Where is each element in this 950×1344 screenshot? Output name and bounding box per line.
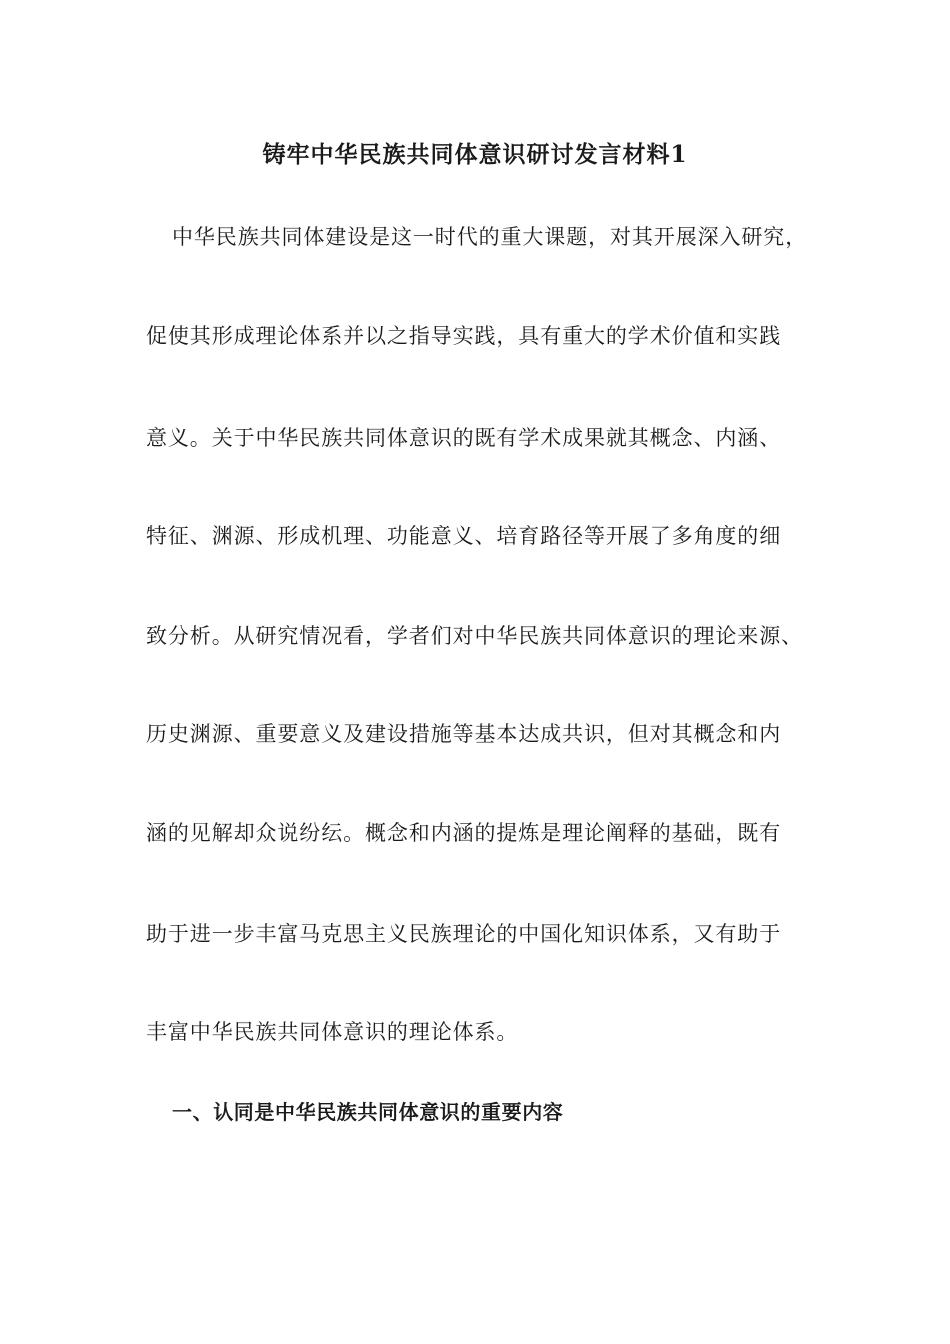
paragraph-line: 助于进一步丰富马克思主义民族理论的中国化知识体系，又有助于 (146, 922, 782, 946)
section-heading: 一、认同是中华民族共同体意识的重要内容 (172, 1100, 564, 1124)
paragraph-line: 中华民族共同体建设是这一时代的重大课题，对其开展深入研究， (172, 225, 808, 249)
paragraph-line: 丰富中华民族共同体意识的理论体系。 (146, 1020, 519, 1044)
paragraph-line: 特征、渊源、形成机理、功能意义、培育路径等开展了多角度的细 (146, 524, 782, 548)
paragraph-line: 意义。关于中华民族共同体意识的既有学术成果就其概念、内涵、 (146, 426, 782, 450)
paragraph-line: 历史渊源、重要意义及建设措施等基本达成共识，但对其概念和内 (146, 722, 782, 746)
paragraph-line: 促使其形成理论体系并以之指导实践，具有重大的学术价值和实践 (146, 324, 782, 348)
paragraph-line: 致分析。从研究情况看，学者们对中华民族共同体意识的理论来源、 (146, 624, 803, 648)
document-title: 铸牢中华民族共同体意识研讨发言材料1 (262, 141, 688, 168)
paragraph-line: 涵的见解却众说纷纭。概念和内涵的提炼是理论阐释的基础，既有 (146, 821, 782, 845)
